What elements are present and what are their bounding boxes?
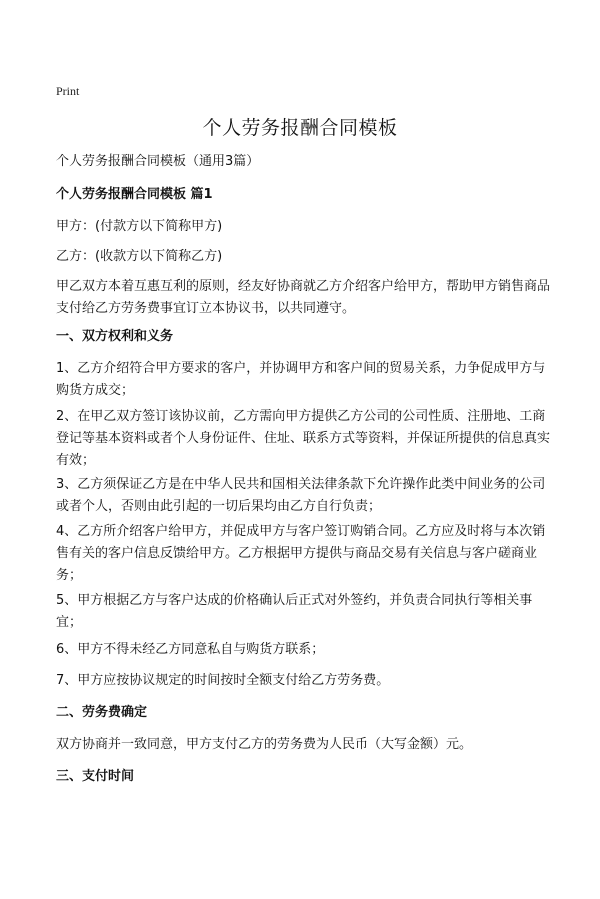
party-b-line: 乙方：(收款方以下简称乙方): [56, 249, 223, 264]
document-subtitle: 个人劳务报酬合同模板（通用3篇）: [56, 154, 260, 169]
party-a-line: 甲方：(付款方以下简称甲方): [56, 219, 223, 234]
clause-item-3: 3、乙方须保证乙方是在中华人民共和国相关法律条款下允许操作此类中间业务的公司或者个人，否则由此引起的一切后果均由乙方自行负责；: [56, 477, 546, 514]
clause-item-6: 6、甲方不得未经乙方同意私自与购货方联系；: [56, 642, 325, 657]
clause-item-7: 7、甲方应按协议规定的时间按时全额支付给乙方劳务费。: [56, 673, 390, 688]
print-label: Print: [56, 84, 80, 98]
section-title: 个人劳务报酬合同模板 篇1: [56, 187, 213, 202]
clause-item-1: 1、乙方介绍符合甲方要求的客户，并协调甲方和客户间的贸易关系，力争促成甲方与购货方成交；: [56, 361, 546, 398]
heading-payment-time: 三、支付时间: [56, 769, 135, 784]
heading-rights-obligations: 一、双方权利和义务: [56, 329, 174, 344]
fee-paragraph: 双方协商并一致同意，甲方支付乙方的劳务费为人民币（大写金额）元。: [56, 737, 473, 752]
document-title: 个人劳务报酬合同模板: [202, 117, 398, 139]
clause-item-4: 4、乙方所介绍客户给甲方，并促成甲方与客户签订购销合同。乙方应及时将与本次销售有关的客户信息反馈给甲方。乙方根据甲方提供与商品交易有关信息与客户磋商业务；: [56, 524, 546, 583]
clause-item-2: 2、在甲乙双方签订该协议前，乙方需向甲方提供乙方公司的公司性质、注册地、工商登记等基本资料或者个人身份证件、住址、联系方式等资料，并保证所提供的信息真实有效；: [56, 409, 551, 468]
clause-item-5: 5、甲方根据乙方与客户达成的价格确认后正式对外签约，并负责合同执行等相关事宜；: [56, 593, 533, 630]
intro-paragraph: 甲乙双方本着互惠互利的原则，经友好协商就乙方介绍客户给甲方，帮助甲方销售商品支付给乙方劳务费事宜订立本协议书，以共同遵守。: [56, 279, 551, 316]
heading-fee: 二、劳务费确定: [56, 705, 148, 720]
